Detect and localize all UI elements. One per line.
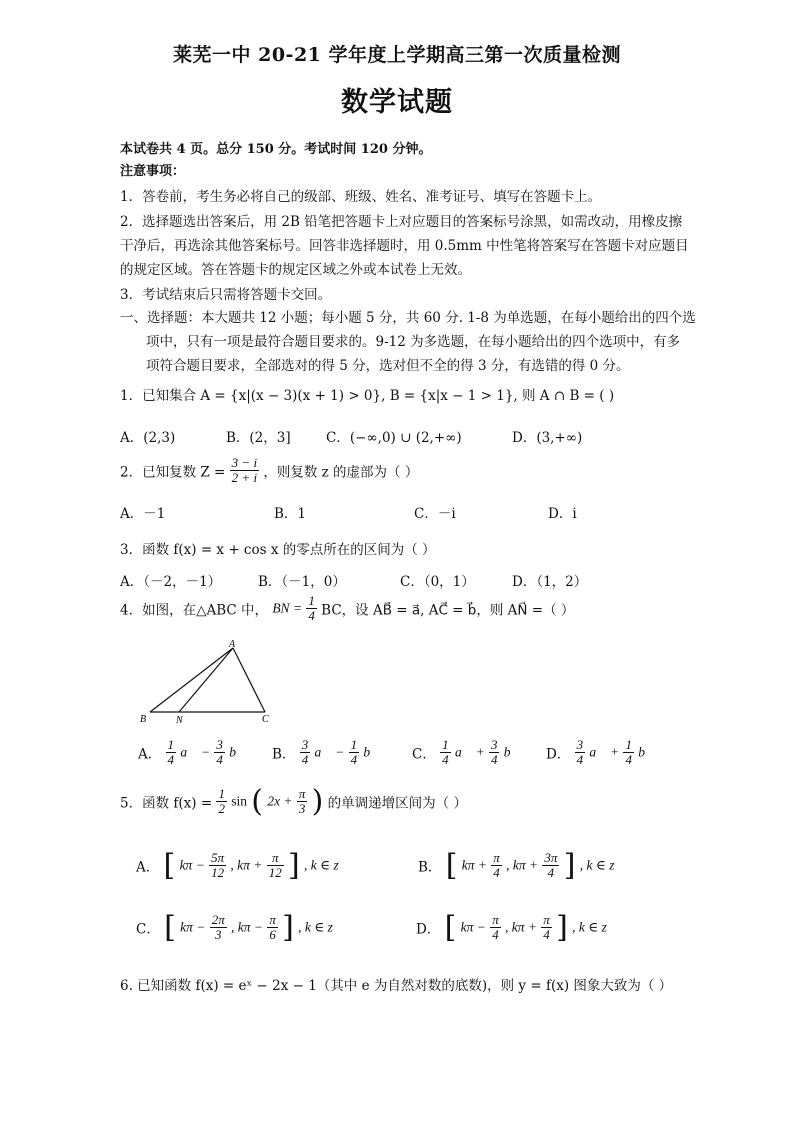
frac-den: 4 — [490, 752, 498, 767]
option-part: kπ + — [461, 857, 487, 873]
q5-sin: sin — [231, 793, 247, 809]
q5-stem-a: 5．函数 f(x) = — [120, 795, 213, 812]
note-line: 2．选择题选出答案后，用 2B 铅笔把答题卡上对应题目的答案标号涂黑，如需改动，用橡皮擦 — [120, 214, 683, 230]
option-end: b⃗ — [363, 744, 381, 760]
frac-num: π — [492, 912, 499, 927]
frac-den: 4 — [301, 752, 309, 767]
bracket-left: [ — [163, 848, 176, 883]
option-letter: A． — [136, 859, 160, 876]
q3-option-a: A．（－2，－1） — [120, 574, 222, 590]
frac-den: 4 — [442, 752, 449, 767]
option-letter: B． — [418, 859, 442, 876]
q2-option-b: B．1 — [274, 506, 307, 522]
q4-frac-num: 1 — [308, 593, 315, 608]
option-end: b⃗ — [229, 744, 247, 760]
frac — [267, 851, 284, 880]
q5-option-a — [136, 848, 339, 883]
frac-den: 12 — [268, 865, 282, 880]
paren-right: ) — [311, 784, 324, 819]
option-part: kπ − — [460, 919, 486, 935]
option-end: , k ∈ z — [572, 919, 607, 935]
q5-arg: 2x + — [267, 793, 293, 809]
frac-num: 5π — [211, 850, 225, 865]
frac — [214, 738, 225, 767]
section-instructions: 项中，只有一项是最符合题目要求的。9-12 为多选题，在每小题给出的四个选项中，有多 — [146, 334, 681, 350]
q4-stem-a: 4．如图，在△ABC 中， — [120, 602, 269, 619]
question-3-stem: 3．函数 f(x) = x + cos x 的零点所在的区间为（ ） — [120, 542, 436, 558]
q4-option-a — [138, 738, 246, 767]
q5-option-d — [416, 910, 607, 945]
q2-option-d: D．i — [548, 506, 577, 522]
q5-option-c — [136, 910, 333, 945]
option-part: kπ − — [180, 919, 206, 935]
section-instructions: 一、选择题：本大题共 12 小题；每小题 5 分，共 60 分. 1-8 为单选题，在每小题给出的四个选 — [120, 310, 696, 326]
option-letter: D． — [416, 921, 441, 938]
frac-num: 3 — [490, 737, 498, 752]
frac-num: 3π — [544, 850, 558, 865]
frac — [349, 738, 360, 767]
exam-summary: 本试卷共 4 页。总分 150 分。考试时间 120 分钟。 — [120, 142, 432, 157]
frac-den: 4 — [547, 865, 555, 880]
frac — [575, 738, 586, 767]
q4-option-b — [272, 738, 381, 767]
notice-heading: 注意事项： — [120, 164, 186, 179]
q1-option-d: D．(3,+∞) — [512, 430, 583, 446]
q2-frac-den: 2 + i — [231, 470, 258, 485]
q2-frac-num: 3 − i — [231, 455, 258, 470]
q4-frac-den: 4 — [308, 608, 315, 623]
frac-num: π — [267, 851, 284, 866]
bracket-right: ] — [563, 848, 576, 883]
frac — [267, 913, 278, 942]
frac-den: 3 — [298, 801, 306, 816]
bracket-left: [ — [445, 848, 458, 883]
q5-option-b — [418, 848, 614, 883]
option-letter: A． — [138, 746, 162, 763]
bracket-right: ] — [556, 910, 568, 945]
frac-num: 3 — [216, 737, 223, 752]
note-line: 1．答卷前，考生务必将自己的级部、班级、姓名、准考证号、填写在答题卡上。 — [120, 189, 602, 205]
bracket-right: ] — [288, 848, 300, 883]
frac-num: 3 — [301, 737, 309, 752]
option-end: , k ∈ z — [304, 857, 339, 873]
option-end: b⃗ — [638, 744, 656, 760]
frac — [300, 738, 311, 767]
side-ab — [150, 648, 233, 712]
frac — [209, 851, 226, 880]
bracket-left: [ — [164, 910, 176, 945]
frac-den: 4 — [625, 752, 632, 767]
q4-option-c — [412, 738, 521, 767]
frac — [166, 738, 177, 767]
triangle-figure — [136, 638, 276, 726]
frac-num: 1 — [625, 737, 632, 752]
subject-title: 数学试题 — [341, 87, 453, 118]
frac — [210, 913, 227, 942]
frac — [490, 913, 501, 942]
frac-num: π — [298, 786, 306, 801]
option-letter: C． — [412, 746, 436, 763]
frac-num: π — [269, 912, 276, 927]
vertex-label-b: B — [140, 714, 147, 725]
frac-num: 2π — [211, 912, 225, 927]
section-instructions: 项符合题目要求，全部选对的得 5 分，选对但不全的得 3 分，有选错的得 0 分。 — [146, 358, 630, 374]
frac-num: 3 — [576, 737, 584, 752]
frac-den: 4 — [216, 752, 223, 767]
q2-stem-prefix: 2．已知复数 Z = — [120, 464, 226, 481]
option-mid: a⃗ + — [454, 744, 485, 760]
vertex-label-c: C — [262, 714, 269, 725]
bracket-left: [ — [444, 910, 457, 945]
q3-option-b: B．（－1，0） — [258, 574, 346, 590]
frac — [542, 851, 559, 880]
q5-half — [216, 787, 227, 816]
frac-num: π — [543, 912, 550, 927]
frac — [440, 738, 451, 767]
frac-den: 4 — [543, 927, 550, 942]
q4-fraction — [306, 594, 317, 623]
option-part: , kπ + — [230, 857, 263, 873]
q1-option-b: B．(2，3] — [226, 430, 291, 446]
option-letter: B． — [272, 746, 296, 763]
frac-num: 1 — [350, 737, 358, 752]
note-line: 的规定区域。答在答题卡的规定区域之外或本试卷上无效。 — [120, 262, 471, 278]
q4-stem-c: BC，设 AB⃗ = a⃗, AC⃗ = b⃗，则 AN⃗ =（ ） — [321, 602, 575, 619]
side-ac — [233, 648, 265, 712]
question-1-stem: 1．已知集合 A = {x|(x − 3)(x + 1) > 0}, B = {x|x − 1 > 1}, 则 A ∩ B = ( ) — [120, 388, 615, 404]
frac-num: 1 — [442, 737, 449, 752]
question-2-stem — [120, 456, 418, 485]
segment-an — [179, 648, 233, 712]
q2-option-a: A．－1 — [120, 506, 166, 522]
q3-option-c: C．（0，1） — [400, 574, 475, 590]
frac-den: 4 — [492, 927, 499, 942]
frac-den: 4 — [167, 752, 175, 767]
option-letter: D． — [546, 746, 571, 763]
option-part: , kπ + — [505, 919, 537, 935]
option-letter: C． — [136, 921, 160, 938]
question-6-stem: 6. 已知函数 f(x) = eˣ − 2x − 1（其中 e 为自然对数的底数)，则 y = f(x) 图象大致为（ ） — [120, 978, 673, 994]
bracket-right: ] — [282, 910, 294, 945]
q4-option-d — [546, 738, 656, 767]
frac-num: π — [493, 850, 500, 865]
option-mid: a⃗ − — [314, 744, 345, 760]
option-part: kπ − — [179, 857, 205, 873]
frac — [541, 913, 552, 942]
frac-den: 4 — [493, 865, 500, 880]
exam-title: 莱芜一中 20-21 学年度上学期高三第一次质量检测 — [173, 44, 621, 66]
question-4-stem — [120, 594, 574, 623]
frac-den: 2 — [218, 801, 225, 816]
paren-left: ( — [251, 784, 264, 819]
frac-den: 3 — [214, 927, 222, 942]
q5-pi-third — [297, 787, 308, 816]
option-mid: a⃗ + — [589, 744, 620, 760]
q5-stem-d: 的单调递增区间为（ ） — [327, 795, 467, 812]
q2-stem-suffix: ，则复数 z 的虚部为（ ） — [263, 464, 419, 481]
note-line: 3．考试结束后只需将答题卡交回。 — [120, 287, 332, 303]
q1-option-a: A．(2,3) — [120, 430, 176, 446]
question-5-stem — [120, 784, 467, 819]
q2-option-c: C．－i — [414, 506, 456, 522]
option-part: , kπ + — [506, 857, 539, 873]
frac — [623, 738, 634, 767]
frac — [489, 738, 500, 767]
frac-den: 4 — [350, 752, 358, 767]
q1-option-c: C．(−∞,0) ∪ (2,+∞) — [326, 430, 462, 446]
frac-den: 4 — [576, 752, 584, 767]
option-mid: a⃗ − — [180, 744, 211, 760]
frac-num: 1 — [167, 737, 175, 752]
vertex-label-a: A — [229, 639, 236, 650]
point-label-n: N — [176, 715, 183, 726]
option-part: , kπ − — [231, 919, 264, 935]
frac-den: 12 — [211, 865, 225, 880]
frac-den: 6 — [269, 927, 276, 942]
option-end: b⃗ — [503, 744, 522, 760]
option-end: , k ∈ z — [298, 919, 333, 935]
frac-num: 1 — [218, 786, 225, 801]
frac — [491, 851, 502, 880]
q2-fraction — [230, 456, 259, 485]
note-line: 干净后，再选涂其他答案标号。回答非选择题时，用 0.5mm 中性笔将答案写在答题卡对应题目 — [120, 238, 689, 254]
option-end: , k ∈ z — [579, 857, 615, 873]
q3-option-d: D．（1，2） — [512, 574, 588, 590]
q4-stem-b: BN = — [272, 600, 303, 616]
